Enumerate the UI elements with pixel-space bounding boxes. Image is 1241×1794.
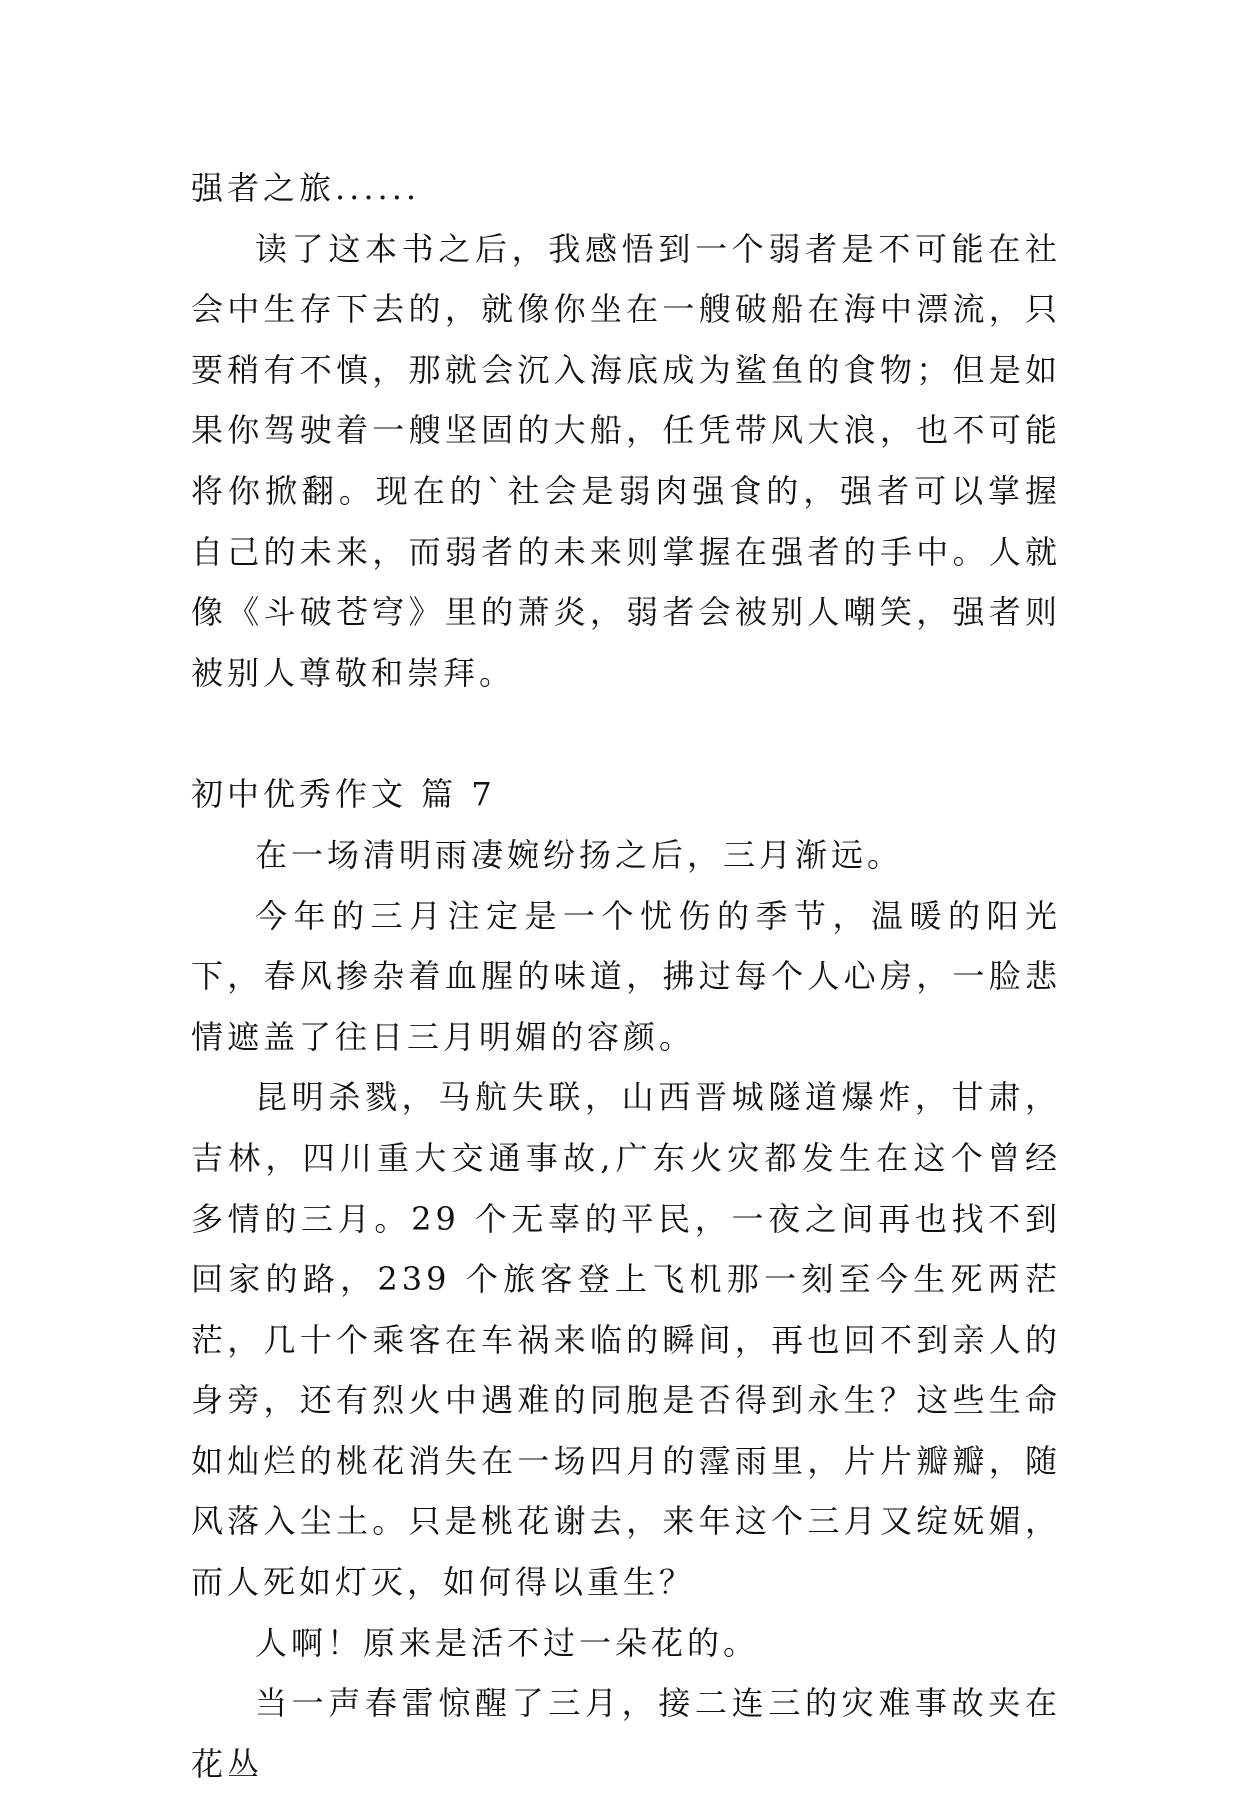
paragraph-march-season: 今年的三月注定是一个忧伤的季节，温暖的阳光下，春风掺杂着血腥的味道，拂过每个人心房，一脸悲情遮盖了往日三月明媚的容颜。	[191, 896, 1061, 1056]
section-heading: 初中优秀作文 篇 7	[191, 775, 496, 814]
section-spacer	[191, 703, 1061, 764]
paragraph-continuation: 强者之旅......	[191, 169, 421, 207]
paragraph-disasters: 昆明杀戮，马航失联，山西晋城隧道爆炸，甘肃，吉林，四川重大交通事故,广东火灾都发生在这个曾经多情的三月。29 个无辜的平民，一夜之间再也找不到回家的路，239 个旅客登上飞机那一刻至今生死两茫茫，几十个乘客在车祸来临的瞬间，再也回不到亲人的身旁，还有烈火中遇难的同胞是否得到永生？这些生命如灿烂的桃花消失在一场四月的霪雨里，片片瓣瓣，随风落入尘土。只是桃花谢去，来年这个三月又绽妩媚，而人死如灯灭，如何得以重生？	[191, 1078, 1061, 1602]
paragraph-exclamation: 人啊！原来是活不过一朵花的。	[255, 1623, 760, 1662]
paragraph-spring-thunder: 当一声春雷惊醒了三月，接二连三的灾难事故夹在花丛	[191, 1684, 1061, 1783]
document-body	[191, 158, 1061, 1794]
paragraph-opening: 在一场清明雨凄婉纷扬之后，三月渐远。	[255, 835, 904, 874]
paragraph-reflection: 读了这本书之后，我感悟到一个弱者是不可能在社会中生存下去的，就像你坐在一艘破船在海中漂流，只要稍有不慎，那就会沉入海底成为鲨鱼的食物；但是如果你驾驶着一艘坚固的大船，任凭带风大浪，也不可能将你掀翻。现在的`社会是弱肉强食的，强者可以掌握自己的未来，而弱者的未来则掌握在强者的手中。人就像《斗破苍穹》里的萧炎，弱者会被别人嘲笑，强者则被别人尊敬和崇拜。	[191, 229, 1061, 692]
